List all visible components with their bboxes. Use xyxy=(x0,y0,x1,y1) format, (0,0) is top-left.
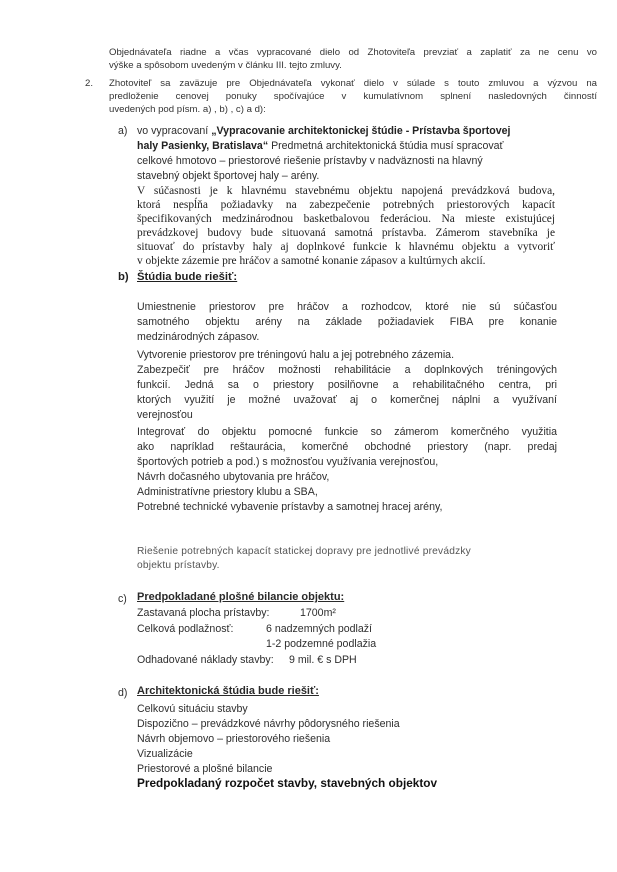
section-b-line-7: ktorých využití je možné uvažovať aj o komerčnej náplni a využívaní xyxy=(137,394,557,406)
section-d-heading: Architektonická štúdia bude riešiť: xyxy=(137,685,319,697)
section-a-serif-line-3: špecifikovaných medzinárodnou basketbalovou federáciou. Na mieste existujúcej xyxy=(137,213,555,225)
section-b-heading: Štúdia bude riešiť: xyxy=(137,271,238,283)
section-a-prefix: vo vypracovaní xyxy=(137,125,212,137)
section-b-line-12: Návrh dočasného ubytovania pre hráčov, xyxy=(137,471,330,483)
section-a-line-3: celkové hmotovo – priestorové riešenie prístavby v nadväznosti na hlavný xyxy=(137,155,483,167)
section-d-item-6: Predpokladaný rozpočet stavby, stavebných objektov xyxy=(137,776,438,790)
section-a-line-4: stavebný objekt športovej haly – arény. xyxy=(137,170,320,182)
study-title-part-2: haly Pasienky, Bratislava“ xyxy=(137,140,269,152)
section-b-line-9: Integrovať do objektu pomocné funkcie so zámerom komerčného využitia xyxy=(137,426,557,438)
intro-line-1: Objednávateľa riadne a včas vypracované dielo od Zhotoviteľa prevziať a zaplatiť za ne cenu vo xyxy=(109,47,597,58)
section-d-letter: d) xyxy=(118,687,128,699)
section-b-line-3: medzinárodných zápasov. xyxy=(137,331,260,343)
section-a-serif-line-5: situovať do prístavby haly aj doplnkové funkcie k hlavnému objektu a vytvoriť xyxy=(137,241,555,253)
section-a-line-1 xyxy=(137,124,511,139)
section-b-line-11: športových potrieb a pod.) s možnosťou využívania verejnosťou, xyxy=(137,456,439,468)
section-d-item-2: Dispozično – prevádzkové návrhy pôdorysného riešenia xyxy=(137,718,400,730)
section-d-item-4: Vizualizácie xyxy=(137,748,193,760)
section-d-item-5: Priestorové a plošné bilancie xyxy=(137,763,273,775)
section-a-serif-line-1: V súčasnosti je k hlavnému stavebnému objektu napojená prevádzková budova, xyxy=(137,185,555,197)
section-b-line-6: funkcií. Jedná sa o priestory posilňovne a rehabilitačného centra, pri xyxy=(137,379,557,391)
section-b-line-13: Administratívne priestory klubu a SBA, xyxy=(137,486,318,498)
section-b-letter: b) xyxy=(118,271,129,283)
section-d-item-3: Návrh objemovo – priestorového riešenia xyxy=(137,733,331,745)
floors-below-value: 1-2 podzemné podlažia xyxy=(266,638,377,650)
section-c-heading: Predpokladané plošné bilancie objektu: xyxy=(137,591,345,603)
section-b-line-1: Umiestnenie priestorov pre hráčov a rozhodcov, ktoré nie sú súčasťou xyxy=(137,301,557,313)
built-area-value: 1700m² xyxy=(300,607,336,619)
section-a-letter: a) xyxy=(118,125,128,137)
section-a-serif-line-2: ktorá nespĺňa požiadavky na zabezpečenie potrebných priestorových kapacít xyxy=(137,199,555,211)
section-b-line-8: verejnosťou xyxy=(137,409,193,421)
section-b-line-10: ako napríklad reštaurácia, komerčné obchodné priestory (napr. predaj xyxy=(137,441,557,453)
section-a-line-2-rest: Predmetná architektonická štúdia musí spracovať xyxy=(268,140,504,152)
section-d-item-1: Celkovú situáciu stavby xyxy=(137,703,248,715)
intro-line-2: výške a spôsobom uvedeným v článku III. tejto zmluvy. xyxy=(109,60,342,71)
floors-above-value: 6 nadzemných podlaží xyxy=(266,623,373,635)
section-b-line-4: Vytvorenie priestorov pre tréningovú halu a jej potrebného zázemia. xyxy=(137,349,455,361)
point-2-number: 2. xyxy=(85,78,94,89)
built-area-label: Zastavaná plocha prístavby: xyxy=(137,607,270,619)
cost-label: Odhadované náklady stavby: xyxy=(137,654,274,666)
point-2-line-2: predloženie cenovej ponuky spočívajúce v kumulatívnom splnení nasledovných činností xyxy=(109,91,597,102)
floors-label: Celková podlažnosť: xyxy=(137,623,234,635)
section-b-line-5: Zabezpečiť pre hráčov možnosti rehabilitácie a doplnkových tréningových xyxy=(137,364,557,376)
point-2-line-1: Zhotoviteľ sa zaväzuje pre Objednávateľa vykonať dielo v súlade s touto zmluvou a výzvou na xyxy=(109,78,597,89)
section-b-line-2: samotného objektu arény na základe požiadaviek FIBA pre konanie xyxy=(137,316,557,328)
section-b-faint-line-2: objektu prístavby. xyxy=(137,560,220,571)
section-b-line-14: Potrebné technické vybavenie prístavby a samotnej hracej arény, xyxy=(137,501,443,513)
point-2-line-3: uvedených pod písm. a) , b) , c) a d): xyxy=(109,104,266,115)
section-a-serif-line-6: v objekte zázemie pre hráčov a samotné konanie zápasov a kultúrnych akcií. xyxy=(137,255,486,267)
section-b-faint-line-1: Riešenie potrebných kapacít statickej dopravy pre jednotlivé prevádzky xyxy=(137,546,471,557)
section-a-line-2 xyxy=(137,139,504,154)
section-c-letter: c) xyxy=(118,593,127,605)
study-title-part-1: „Vypracovanie architektonickej štúdie - Prístavba športovej xyxy=(211,125,511,137)
section-a-serif-line-4: prevádzkovej budovy bude situovaná samotná prístavba. Zámerom stavebníka je xyxy=(137,227,555,239)
cost-value: 9 mil. € s DPH xyxy=(289,654,357,666)
